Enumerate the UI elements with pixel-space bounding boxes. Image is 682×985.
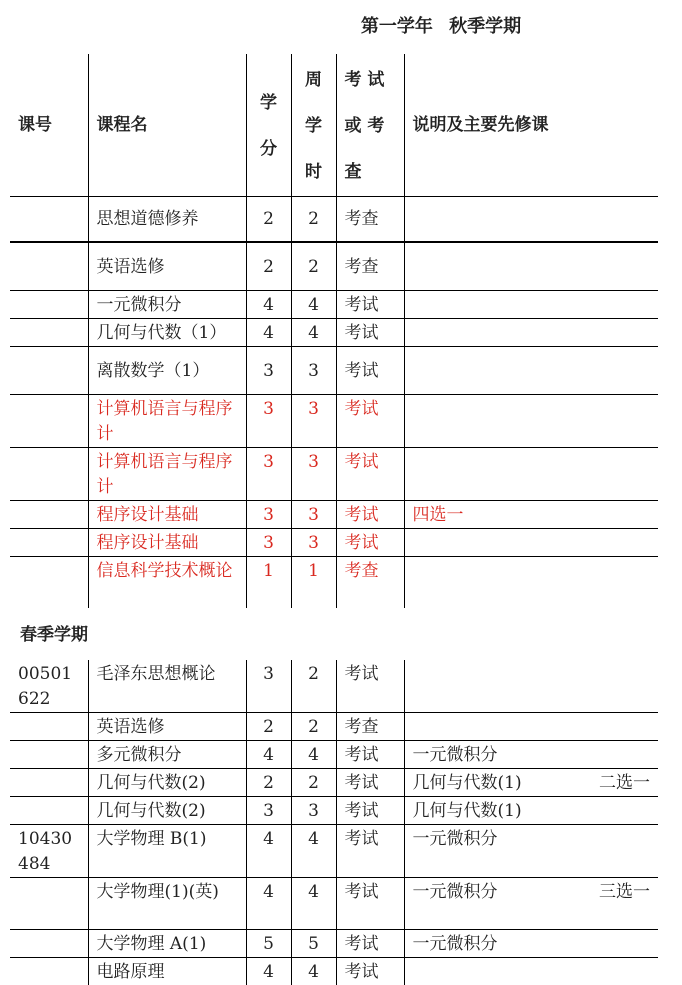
course-hours: 3 — [291, 797, 336, 825]
course-no — [10, 713, 88, 741]
course-name: 几何与代数(2) — [88, 769, 246, 797]
course-no — [10, 878, 88, 930]
table-row — [10, 797, 658, 825]
course-hours: 2 — [291, 196, 336, 242]
course-credit: 1 — [246, 556, 291, 608]
course-hours: 4 — [291, 318, 336, 346]
course-name: 计算机语言与程序计 — [88, 447, 246, 500]
course-hours: 2 — [291, 713, 336, 741]
course-no — [10, 346, 88, 394]
spring-term-title: 春季学期 — [20, 620, 88, 645]
course-note — [404, 556, 658, 608]
course-no — [10, 769, 88, 797]
course-no — [10, 528, 88, 556]
page-title — [0, 12, 682, 38]
course-name: 计算机语言与程序计 — [88, 394, 246, 447]
course-hours: 5 — [291, 930, 336, 958]
table-row — [10, 290, 658, 318]
course-credit: 4 — [246, 958, 291, 985]
course-name: 电路原理 — [88, 958, 246, 985]
course-exam: 考试 — [336, 394, 404, 447]
course-hours: 4 — [291, 878, 336, 930]
header-course-name: 课程名 — [88, 54, 246, 196]
course-credit: 3 — [246, 447, 291, 500]
course-no — [10, 930, 88, 958]
course-note: 一元微积分 — [413, 745, 498, 765]
course-exam: 考查 — [336, 713, 404, 741]
course-exam: 考试 — [336, 797, 404, 825]
course-exam: 考查 — [336, 196, 404, 242]
course-name: 大学物理 B(1) — [88, 825, 246, 878]
course-exam: 考试 — [336, 318, 404, 346]
table-row — [10, 556, 658, 608]
course-note-cell — [404, 769, 658, 797]
course-hours: 4 — [291, 958, 336, 985]
course-credit: 3 — [246, 394, 291, 447]
course-name: 几何与代数（1） — [88, 318, 246, 346]
course-exam: 考试 — [336, 741, 404, 769]
table-row — [10, 394, 658, 447]
course-exam: 考试 — [336, 290, 404, 318]
spring-course-table — [10, 660, 658, 985]
table-row — [10, 930, 658, 958]
autumn-course-table — [10, 54, 658, 608]
table-header-row — [10, 54, 658, 196]
course-exam: 考试 — [336, 528, 404, 556]
table-row — [10, 769, 658, 797]
course-hours: 1 — [291, 556, 336, 608]
course-no — [10, 741, 88, 769]
course-credit: 4 — [246, 290, 291, 318]
course-name: 程序设计基础 — [88, 500, 246, 528]
table-row — [10, 196, 658, 242]
course-credit: 2 — [246, 242, 291, 290]
course-credit: 4 — [246, 878, 291, 930]
course-name: 英语选修 — [88, 713, 246, 741]
course-no — [10, 447, 88, 500]
course-name: 离散数学（1） — [88, 346, 246, 394]
table-row — [10, 713, 658, 741]
course-hours: 2 — [291, 660, 336, 713]
course-note: 一元微积分 — [413, 829, 498, 849]
header-course-no: 课号 — [10, 54, 88, 196]
course-note: 一元微积分 — [413, 934, 498, 954]
course-credit: 5 — [246, 930, 291, 958]
course-credit: 3 — [246, 346, 291, 394]
course-hours: 4 — [291, 290, 336, 318]
course-credit: 4 — [246, 741, 291, 769]
course-no — [10, 290, 88, 318]
header-hours-1: 周 — [292, 57, 336, 103]
course-exam: 考试 — [336, 878, 404, 930]
table-row — [10, 958, 658, 985]
table-row — [10, 318, 658, 346]
course-hours: 4 — [291, 741, 336, 769]
course-name: 大学物理 A(1) — [88, 930, 246, 958]
course-credit: 4 — [246, 825, 291, 878]
course-hours: 3 — [291, 500, 336, 528]
header-credit — [246, 54, 291, 196]
course-note — [404, 528, 658, 556]
header-credit-1: 学 — [247, 80, 291, 126]
course-hours: 3 — [291, 447, 336, 500]
header-notes: 说明及主要先修课 — [404, 54, 658, 196]
course-credit: 3 — [246, 797, 291, 825]
course-note — [404, 196, 658, 242]
course-note-choice: 三选一 — [599, 880, 650, 905]
table-row — [10, 741, 658, 769]
course-no — [10, 797, 88, 825]
course-no — [10, 196, 88, 242]
course-name: 几何与代数(2) — [88, 797, 246, 825]
course-no — [10, 556, 88, 608]
course-name: 一元微积分 — [88, 290, 246, 318]
course-name: 大学物理(1)(英) — [88, 878, 246, 930]
course-credit: 4 — [246, 318, 291, 346]
table-row — [10, 878, 658, 930]
course-hours: 2 — [291, 769, 336, 797]
course-name: 多元微积分 — [88, 741, 246, 769]
course-note-cell — [404, 741, 658, 769]
course-hours: 3 — [291, 394, 336, 447]
course-note — [404, 394, 658, 447]
course-note-cell — [404, 958, 658, 985]
course-credit: 2 — [246, 196, 291, 242]
header-credit-2: 分 — [247, 126, 291, 172]
course-note — [404, 346, 658, 394]
course-note — [404, 447, 658, 500]
course-no — [10, 318, 88, 346]
course-note-cell — [404, 713, 658, 741]
course-exam: 考试 — [336, 825, 404, 878]
course-credit: 3 — [246, 660, 291, 713]
course-note-cell — [404, 797, 658, 825]
course-no — [10, 242, 88, 290]
course-credit: 2 — [246, 769, 291, 797]
course-exam: 考试 — [336, 930, 404, 958]
course-no — [10, 500, 88, 528]
table-row — [10, 500, 658, 528]
course-credit: 2 — [246, 713, 291, 741]
course-no — [10, 958, 88, 985]
course-name: 思想道德修养 — [88, 196, 246, 242]
table-row — [10, 528, 658, 556]
course-exam: 考查 — [336, 556, 404, 608]
course-hours: 4 — [291, 825, 336, 878]
course-note — [404, 242, 658, 290]
course-hours: 3 — [291, 346, 336, 394]
table-row — [10, 346, 658, 394]
course-hours: 3 — [291, 528, 336, 556]
header-weekly-hours — [291, 54, 336, 196]
course-no — [10, 394, 88, 447]
table-row — [10, 242, 658, 290]
course-note-cell — [404, 825, 658, 878]
course-note-choice: 二选一 — [599, 771, 650, 796]
course-name: 信息科学技术概论 — [88, 556, 246, 608]
header-hours-3: 时 — [292, 149, 336, 195]
course-exam: 考试 — [336, 500, 404, 528]
course-name: 英语选修 — [88, 242, 246, 290]
course-note-cell — [404, 660, 658, 713]
header-exam-2: 或 考 — [345, 103, 398, 149]
header-exam-type — [336, 54, 404, 196]
title-year: 第一学年 — [361, 16, 433, 37]
course-note: 一元微积分 — [413, 882, 498, 902]
course-name: 程序设计基础 — [88, 528, 246, 556]
course-exam: 考查 — [336, 242, 404, 290]
course-hours: 2 — [291, 242, 336, 290]
course-note: 几何与代数(1) — [413, 773, 522, 793]
table-row — [10, 447, 658, 500]
course-note — [404, 290, 658, 318]
course-name: 毛泽东思想概论 — [88, 660, 246, 713]
course-exam: 考试 — [336, 447, 404, 500]
course-exam: 考试 — [336, 958, 404, 985]
course-note — [404, 318, 658, 346]
header-hours-2: 学 — [292, 103, 336, 149]
course-note-cell — [404, 930, 658, 958]
header-exam-3: 查 — [345, 149, 398, 195]
course-no: 10430484 — [10, 825, 88, 878]
course-credit: 3 — [246, 500, 291, 528]
course-exam: 考试 — [336, 346, 404, 394]
title-term: 秋季学期 — [449, 16, 521, 37]
table-row — [10, 825, 658, 878]
header-exam-1: 考 试 — [345, 57, 398, 103]
course-exam: 考试 — [336, 660, 404, 713]
course-credit: 3 — [246, 528, 291, 556]
course-note: 四选一 — [404, 500, 658, 528]
course-note: 几何与代数(1) — [413, 801, 522, 821]
table-row — [10, 660, 658, 713]
course-no: 00501622 — [10, 660, 88, 713]
course-note-cell — [404, 878, 658, 930]
course-exam: 考试 — [336, 769, 404, 797]
